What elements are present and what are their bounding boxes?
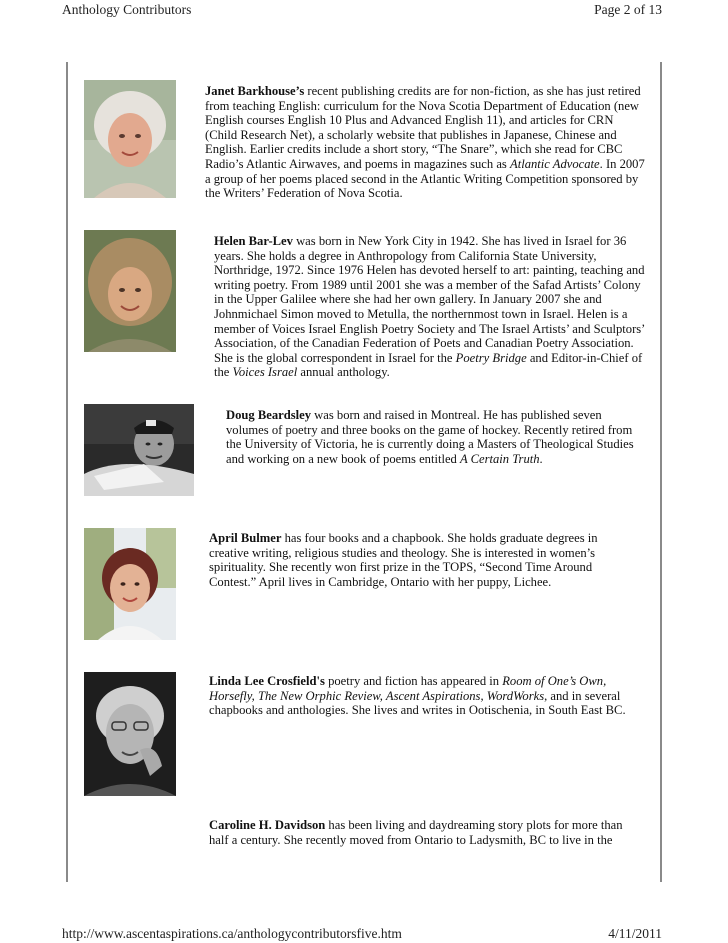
header-title: Anthology Contributors	[62, 2, 192, 17]
bio-text: was born in New York City in 1942. She has lived in Israel for 36 years. She holds a degree in Anthropology from California State University, Northridge, 1972. Since 1976 Helen has devoted herself to art: painting, teaching and writing poetry. From 1989 until 2001 she was a member of the Safad Artists’ Colony in the Upper Galilee where she had her own gallery. In January 2007 she and Johnmichael Simon moved to Metulla, the northernmost town in Israel. Helen is a member of Voices Israel English Poetry Society and The Israel Artists’ and Sculptors’ Association, of the Canadian Federation of Poets and Canadian Poetry Association. She is the global correspondent in Israel for the	[214, 234, 645, 365]
contributor-name: Janet Barkhouse’s	[205, 84, 305, 98]
contributor-name: April Bulmer	[209, 531, 282, 545]
bio-text: has been living and daydreaming story plots for more than half a century. She recently moved from Ontario to Ladysmith, BC to live in the	[209, 818, 623, 847]
contributor-name: Doug Beardsley	[226, 408, 312, 422]
contributor-name: Helen Bar-Lev	[214, 234, 293, 248]
contributor-bio-linda-lee-crosfield	[209, 674, 645, 718]
contributor-bio-april-bulmer	[209, 531, 634, 589]
bio-text: was born and raised in Montreal. He has published seven volumes of poetry and three books on the game of hockey. Recently retired from the University of Victoria, he is currently doing a Masters of Theological Studies and working on a new book of poems entitled	[226, 408, 634, 466]
bio-title-italic: Poetry Bridge	[455, 350, 527, 365]
content-border-left	[66, 62, 68, 882]
bio-title-italic: Atlantic Advocate	[510, 156, 600, 171]
contributor-name: Caroline H. Davidson	[209, 818, 326, 832]
bio-text: and Editor-in-Chief of the	[214, 350, 643, 380]
contributor-photo-helen-bar-lev	[84, 230, 176, 352]
contributor-name: Linda Lee Crosfield's	[209, 674, 325, 688]
bio-title-italic: Room of One’s Own, Horsefly, The New Orphic Review, Ascent Aspirations, WordWorks	[209, 674, 607, 703]
contributor-bio-helen-bar-lev	[214, 234, 646, 380]
contributor-photo-doug-beardsley	[84, 404, 194, 496]
contributor-photo-janet-barkhouse	[84, 80, 176, 198]
bio-text: annual anthology.	[297, 365, 390, 380]
contributor-photo-april-bulmer	[84, 528, 176, 640]
page-number: Page 2 of 13	[594, 2, 662, 17]
bio-text: , and in several chapbooks and anthologies. She lives and writes in Ootischenia, in South East BC.	[209, 688, 626, 718]
bio-title-italic: A Certain Truth	[460, 451, 540, 466]
bio-text: poetry and fiction has appeared in	[324, 674, 503, 688]
contributor-bio-janet-barkhouse	[205, 84, 645, 201]
footer-url[interactable]: http://www.ascentaspirations.ca/anthologycontributorsfive.htm	[62, 926, 402, 941]
content-border-right	[660, 62, 662, 882]
bio-text: . In 2007 a group of her poems placed second in the Atlantic Writing Competition sponsored by the Writers’ Federation of Nova Scotia.	[205, 156, 645, 201]
bio-text: has four books and a chapbook. She holds graduate degrees in creative writing, religious studies and theology. She is interested in women’s spirituality. She recently won first prize in the TOPS, “Second Time Around Contest.” April lives in Cambridge, Ontario with her puppy, Lichee.	[209, 531, 598, 589]
footer-date: 4/11/2011	[608, 926, 662, 941]
contributor-photo-linda-lee-crosfield	[84, 672, 176, 796]
bio-text: .	[539, 451, 543, 466]
bio-title-italic: Voices Israel	[232, 365, 298, 380]
contributor-bio-caroline-davidson	[209, 818, 645, 847]
bio-text: recent publishing credits are for non-fiction, as she has just retired from teaching English: curriculum for the Nova Scotia Department of Education (new English courses English 10 Plus and Advanced English 11), and articles for CRN (Child Research Net), a scholarly website that publishes in Japanese, Chinese and English. Earlier credits include a short story, “The Snare”, which she read for CBC Radio’s Atlantic Airwaves, and poems in magazines such as	[205, 84, 641, 171]
contributor-bio-doug-beardsley	[226, 408, 642, 466]
